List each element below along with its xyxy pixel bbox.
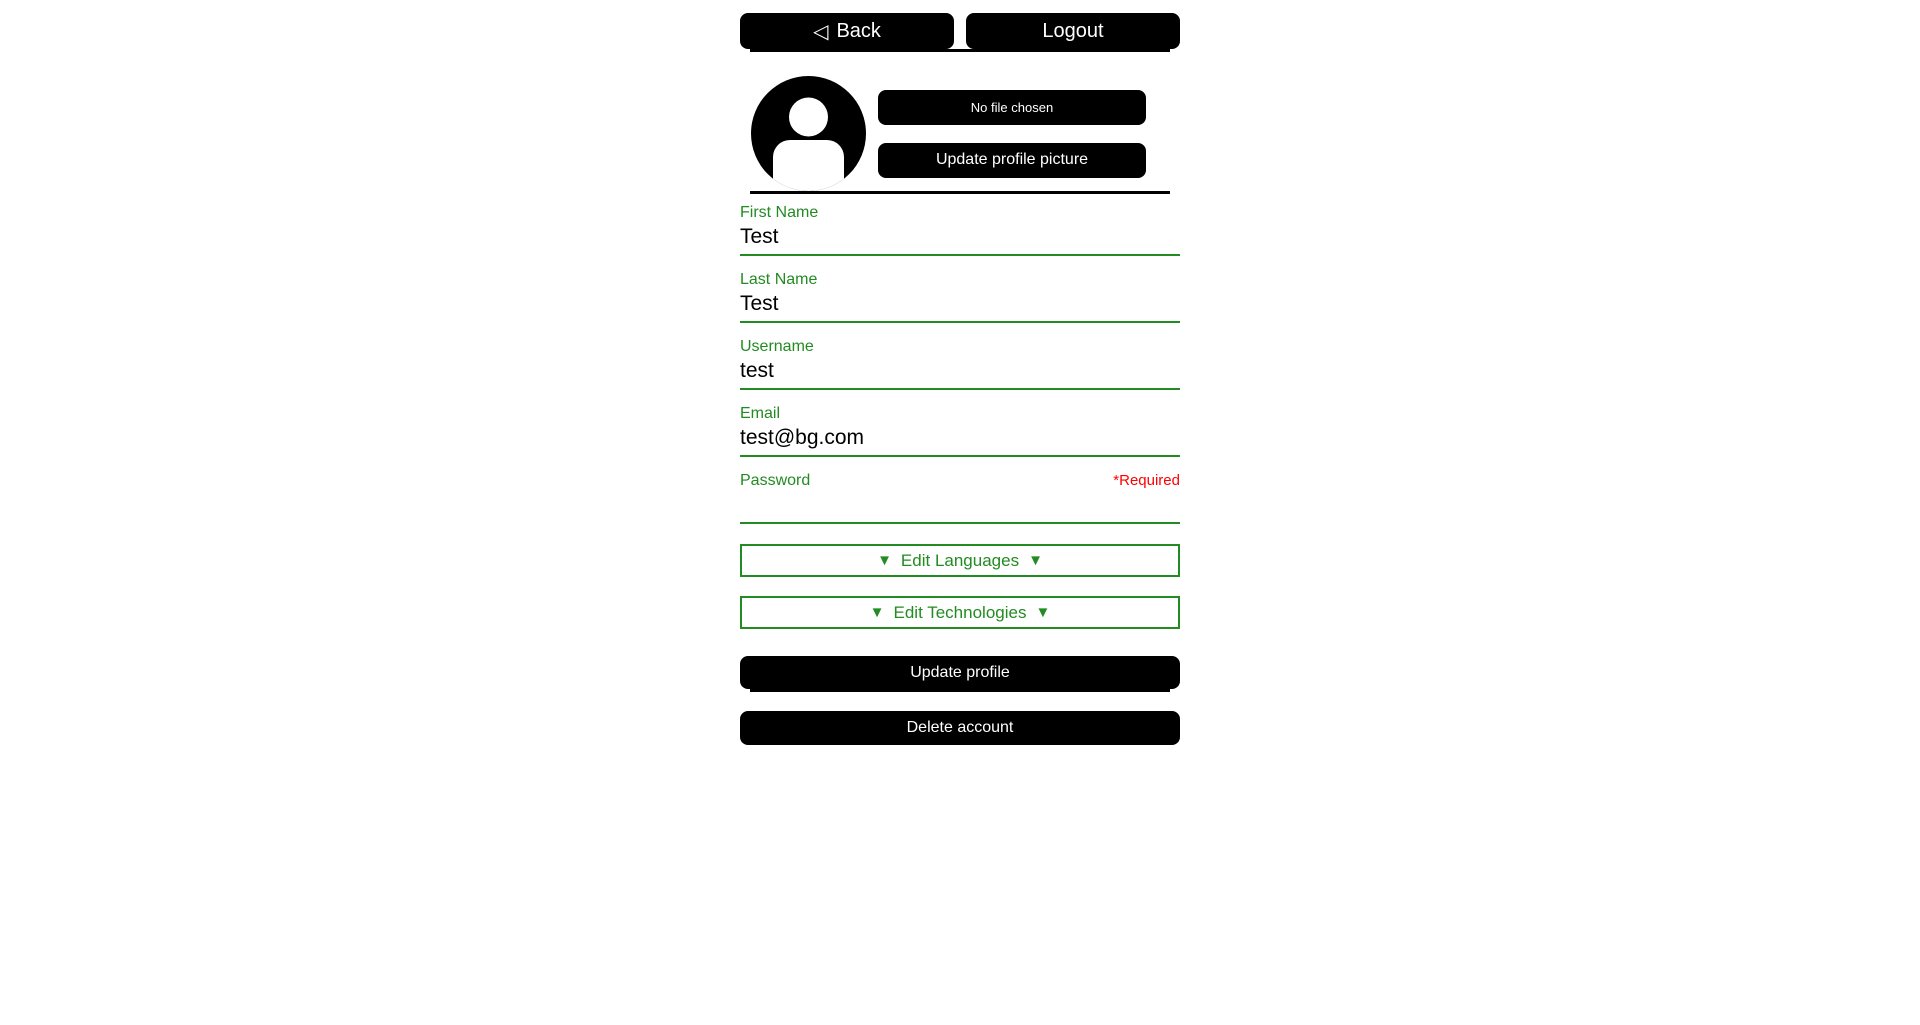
update-profile-button[interactable]: Update profile xyxy=(740,656,1180,689)
divider xyxy=(750,191,1170,194)
last-name-field xyxy=(740,272,1180,323)
dropdown-arrow-icon: ▼ xyxy=(877,552,892,569)
first-name-label: First Name xyxy=(740,204,819,221)
edit-languages-label: Edit Languages xyxy=(900,550,1020,570)
user-avatar-icon xyxy=(751,76,866,191)
email-field xyxy=(740,406,1180,457)
first-name-field xyxy=(740,205,1180,256)
required-note: *Required xyxy=(1113,472,1180,489)
back-icon: ◁ xyxy=(813,20,829,43)
divider xyxy=(750,49,1170,52)
dropdown-arrow-icon: ▼ xyxy=(1035,604,1051,621)
profile-page xyxy=(740,13,1180,745)
username-input[interactable] xyxy=(740,359,1180,390)
email-label: Email xyxy=(740,405,781,422)
profile-form xyxy=(740,205,1180,689)
password-input[interactable] xyxy=(740,493,1180,524)
back-button[interactable] xyxy=(740,13,954,49)
password-field xyxy=(740,473,1180,524)
last-name-input[interactable] xyxy=(740,292,1180,323)
top-button-row xyxy=(740,13,1180,49)
username-field xyxy=(740,339,1180,390)
picture-upload-controls xyxy=(878,90,1146,178)
last-name-label: Last Name xyxy=(740,271,818,288)
back-label: Back xyxy=(836,19,881,42)
avatar xyxy=(751,76,866,191)
dropdown-arrow-icon: ▼ xyxy=(1028,552,1043,569)
first-name-input[interactable] xyxy=(740,225,1180,256)
profile-picture-section xyxy=(740,76,1180,191)
divider xyxy=(750,689,1170,692)
file-chooser-button[interactable]: No file chosen xyxy=(878,90,1146,125)
delete-account-button[interactable]: Delete account xyxy=(740,711,1180,745)
dropdown-arrow-icon: ▼ xyxy=(869,604,885,621)
edit-technologies-button[interactable] xyxy=(740,596,1180,629)
update-picture-button[interactable]: Update profile picture xyxy=(878,143,1146,178)
edit-languages-button[interactable] xyxy=(740,544,1180,577)
username-label: Username xyxy=(740,338,814,355)
email-input[interactable] xyxy=(740,426,1180,457)
password-label: Password xyxy=(740,472,811,489)
edit-technologies-label: Edit Technologies xyxy=(893,602,1027,622)
logout-button[interactable]: Logout xyxy=(966,13,1180,49)
